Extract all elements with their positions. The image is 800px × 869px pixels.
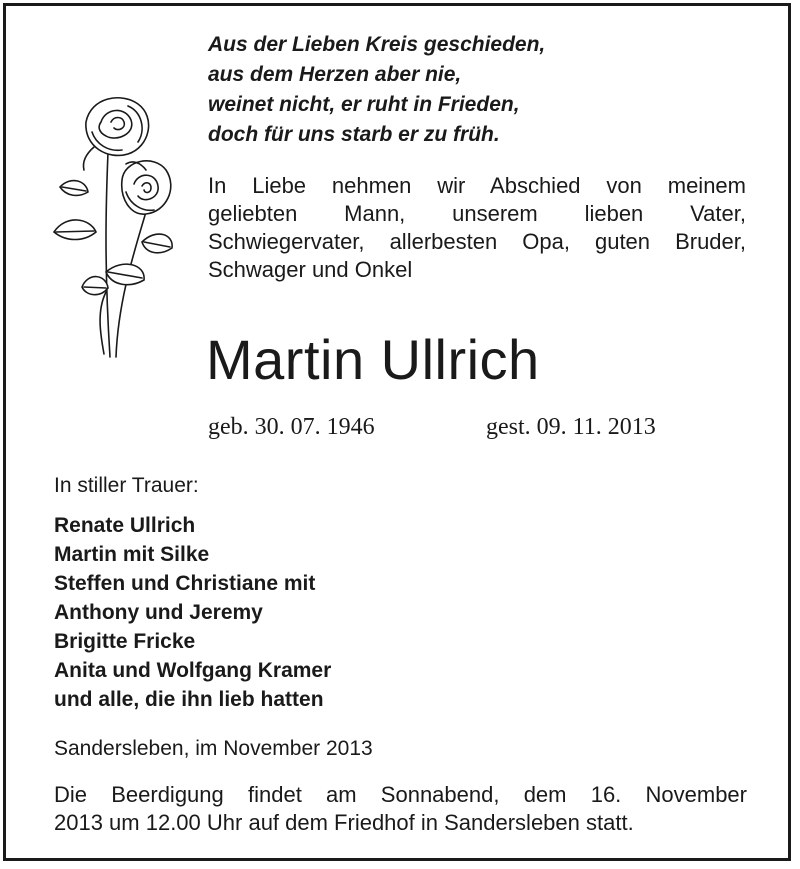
funeral-notice [54,781,747,837]
mourner-name: Brigitte Fricke [54,630,196,653]
verse-line: weinet nicht, er ruht in Frieden, [208,93,520,116]
verse-line: aus dem Herzen aber nie, [208,63,462,86]
mourner-name: Martin mit Silke [54,543,210,566]
intro-line: geliebten Mann, unserem lieben Vater, [208,201,746,226]
intro-line: Schwiegervater, allerbesten Opa, guten Bruder, [208,229,746,254]
intro-line: Schwager und Onkel [208,257,413,282]
funeral-line: 2013 um 12.00 Uhr auf dem Friedhof in Sandersleben statt. [54,810,634,835]
mourner-name: Renate Ullrich [54,514,196,537]
deceased-name: Martin Ullrich [206,328,540,391]
mourner-name: Anita und Wolfgang Kramer [54,659,332,682]
verse-line: Aus der Lieben Kreis geschieden, [208,33,546,56]
funeral-line: Die Beerdigung findet am Sonnabend, dem 16. November [54,782,747,807]
life-dates [208,412,656,442]
verse-line: doch für uns starb er zu früh. [208,123,500,146]
death-date: gest. 09. 11. 2013 [486,414,656,440]
mourning-label: In stiller Trauer: [54,474,199,497]
intro-line: In Liebe nehmen wir Abschied von meinem [208,173,746,198]
birth-date: geb. 30. 07. 1946 [208,414,375,440]
farewell-intro [208,172,746,284]
mourners-list [54,511,331,714]
rose-icon [46,92,176,362]
place-and-date: Sandersleben, im November 2013 [54,737,373,760]
mourner-name: und alle, die ihn lieb hatten [54,688,324,711]
mourner-name: Anthony und Jeremy [54,601,263,624]
mourner-name: Steffen und Christiane mit [54,572,316,595]
memorial-verse [208,30,545,150]
